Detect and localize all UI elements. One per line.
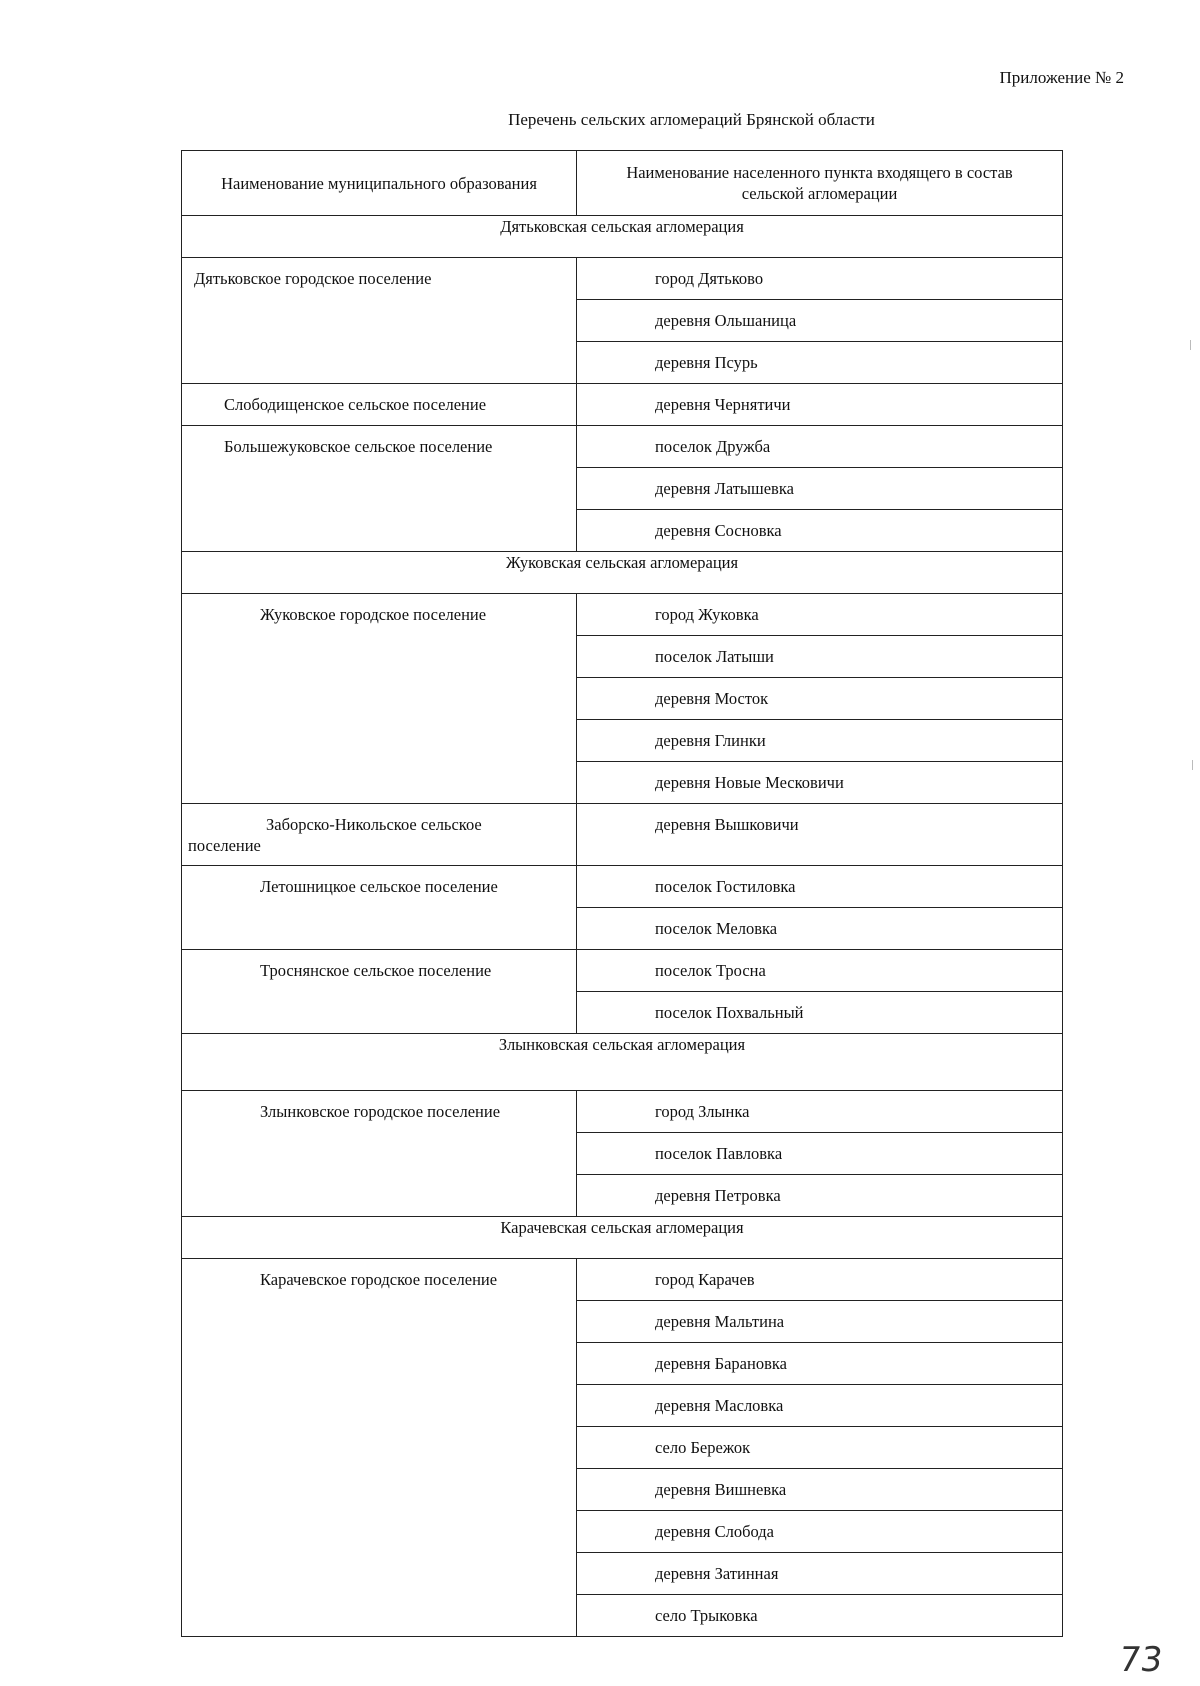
settlement-cell	[577, 678, 1063, 720]
settlement-name: деревня Мальтина	[655, 1312, 785, 1331]
settlement-cell	[577, 1343, 1063, 1385]
municipality-cell	[182, 384, 577, 426]
settlement-name: село Бережок	[655, 1438, 751, 1457]
municipality-cell	[182, 258, 577, 384]
municipality-cell	[182, 426, 577, 552]
settlement-cell	[577, 258, 1063, 300]
settlement-cell	[577, 300, 1063, 342]
municipality-cell	[182, 1259, 577, 1637]
settlement-cell	[577, 804, 1063, 866]
municipality-name: Троснянское сельское поселение	[260, 961, 492, 980]
settlement-cell	[577, 866, 1063, 908]
municipality-cell	[182, 866, 577, 950]
settlement-name: деревня Масловка	[655, 1396, 784, 1415]
municipality-name: Заборско-Никольское сельское поселение	[188, 815, 482, 855]
settlement-cell	[577, 1511, 1063, 1553]
settlement-cell	[577, 1427, 1063, 1469]
municipality-name: Большежуковское сельское поселение	[224, 437, 493, 456]
agglomeration-heading: Злынковская сельская агломерация	[182, 1034, 1063, 1091]
settlement-name: город Жуковка	[655, 605, 759, 624]
settlement-cell	[577, 1469, 1063, 1511]
scan-artifact	[1190, 340, 1191, 350]
settlement-name: поселок Латыши	[655, 647, 774, 666]
settlement-cell	[577, 1553, 1063, 1595]
settlement-cell	[577, 426, 1063, 468]
agglomeration-heading: Карачевская сельская агломерация	[182, 1217, 1063, 1259]
settlement-name: поселок Павловка	[655, 1144, 783, 1163]
scan-artifact	[1192, 760, 1193, 770]
column-header-settlement: Наименование населенного пункта входящего в состав сельской агломерации	[577, 151, 1063, 216]
settlement-cell	[577, 950, 1063, 992]
settlement-cell	[577, 594, 1063, 636]
settlement-name: село Трыковка	[655, 1606, 758, 1625]
settlement-name: поселок Тросна	[655, 961, 766, 980]
settlement-name: деревня Затинная	[655, 1564, 779, 1583]
settlement-cell	[577, 720, 1063, 762]
settlement-name: деревня Глинки	[655, 731, 766, 750]
municipality-cell	[182, 594, 577, 804]
settlement-name: город Карачев	[655, 1270, 755, 1289]
column-header-municipality: Наименование муниципального образования	[182, 151, 577, 216]
settlement-name: поселок Похвальный	[655, 1003, 804, 1022]
settlement-name: поселок Гостиловка	[655, 877, 796, 896]
settlement-name: деревня Петровка	[655, 1186, 781, 1205]
municipality-name: Злынковское городское поселение	[260, 1102, 501, 1121]
settlement-cell	[577, 342, 1063, 384]
settlement-cell	[577, 908, 1063, 950]
agglomerations-table	[181, 150, 1063, 1637]
settlement-name: поселок Меловка	[655, 919, 778, 938]
agglomeration-heading: Жуковская сельская агломерация	[182, 552, 1063, 594]
settlement-cell	[577, 1133, 1063, 1175]
municipality-name: Карачевское городское поселение	[260, 1270, 498, 1289]
document-title: Перечень сельских агломераций Брянской области	[508, 110, 875, 129]
settlement-cell	[577, 1595, 1063, 1637]
settlement-cell	[577, 992, 1063, 1034]
municipality-name: Жуковское городское поселение	[260, 605, 487, 624]
settlement-name: деревня Барановка	[655, 1354, 787, 1373]
settlement-cell	[577, 1301, 1063, 1343]
settlement-name: поселок Дружба	[655, 437, 771, 456]
table-header-row	[182, 151, 1063, 216]
settlement-cell	[577, 1175, 1063, 1217]
settlement-cell	[577, 468, 1063, 510]
settlement-name: деревня Латышевка	[655, 479, 794, 498]
municipality-cell	[182, 1091, 577, 1217]
settlement-cell	[577, 1385, 1063, 1427]
settlement-cell	[577, 1091, 1063, 1133]
settlement-name: деревня Псурь	[655, 353, 758, 372]
settlement-name: деревня Мосток	[655, 689, 769, 708]
municipality-name: Дятьковское городское поселение	[194, 269, 432, 288]
settlement-cell	[577, 1259, 1063, 1301]
municipality-name: Летошницкое сельское поселение	[260, 877, 498, 896]
settlement-name: город Дятьково	[655, 269, 764, 288]
settlement-name: деревня Вишневка	[655, 1480, 787, 1499]
settlement-name: деревня Вышковичи	[655, 815, 799, 834]
settlement-name: деревня Чернятичи	[655, 395, 791, 414]
agglomeration-heading: Дятьковская сельская агломерация	[182, 216, 1063, 258]
settlement-name: деревня Слобода	[655, 1522, 775, 1541]
municipality-cell	[182, 950, 577, 1034]
settlement-name: деревня Ольшаница	[655, 311, 797, 330]
settlement-name: деревня Новые Месковичи	[655, 773, 844, 792]
appendix-label: Приложение № 2	[999, 68, 1124, 87]
settlement-name: город Злынка	[655, 1102, 750, 1121]
settlement-cell	[577, 510, 1063, 552]
settlement-cell	[577, 762, 1063, 804]
municipality-cell	[182, 804, 577, 866]
settlement-cell	[577, 384, 1063, 426]
municipality-name: Слободищенское сельское поселение	[224, 395, 487, 414]
settlement-name: деревня Сосновка	[655, 521, 782, 540]
settlement-cell	[577, 636, 1063, 678]
handwritten-page-number: 73	[1115, 1640, 1165, 1680]
